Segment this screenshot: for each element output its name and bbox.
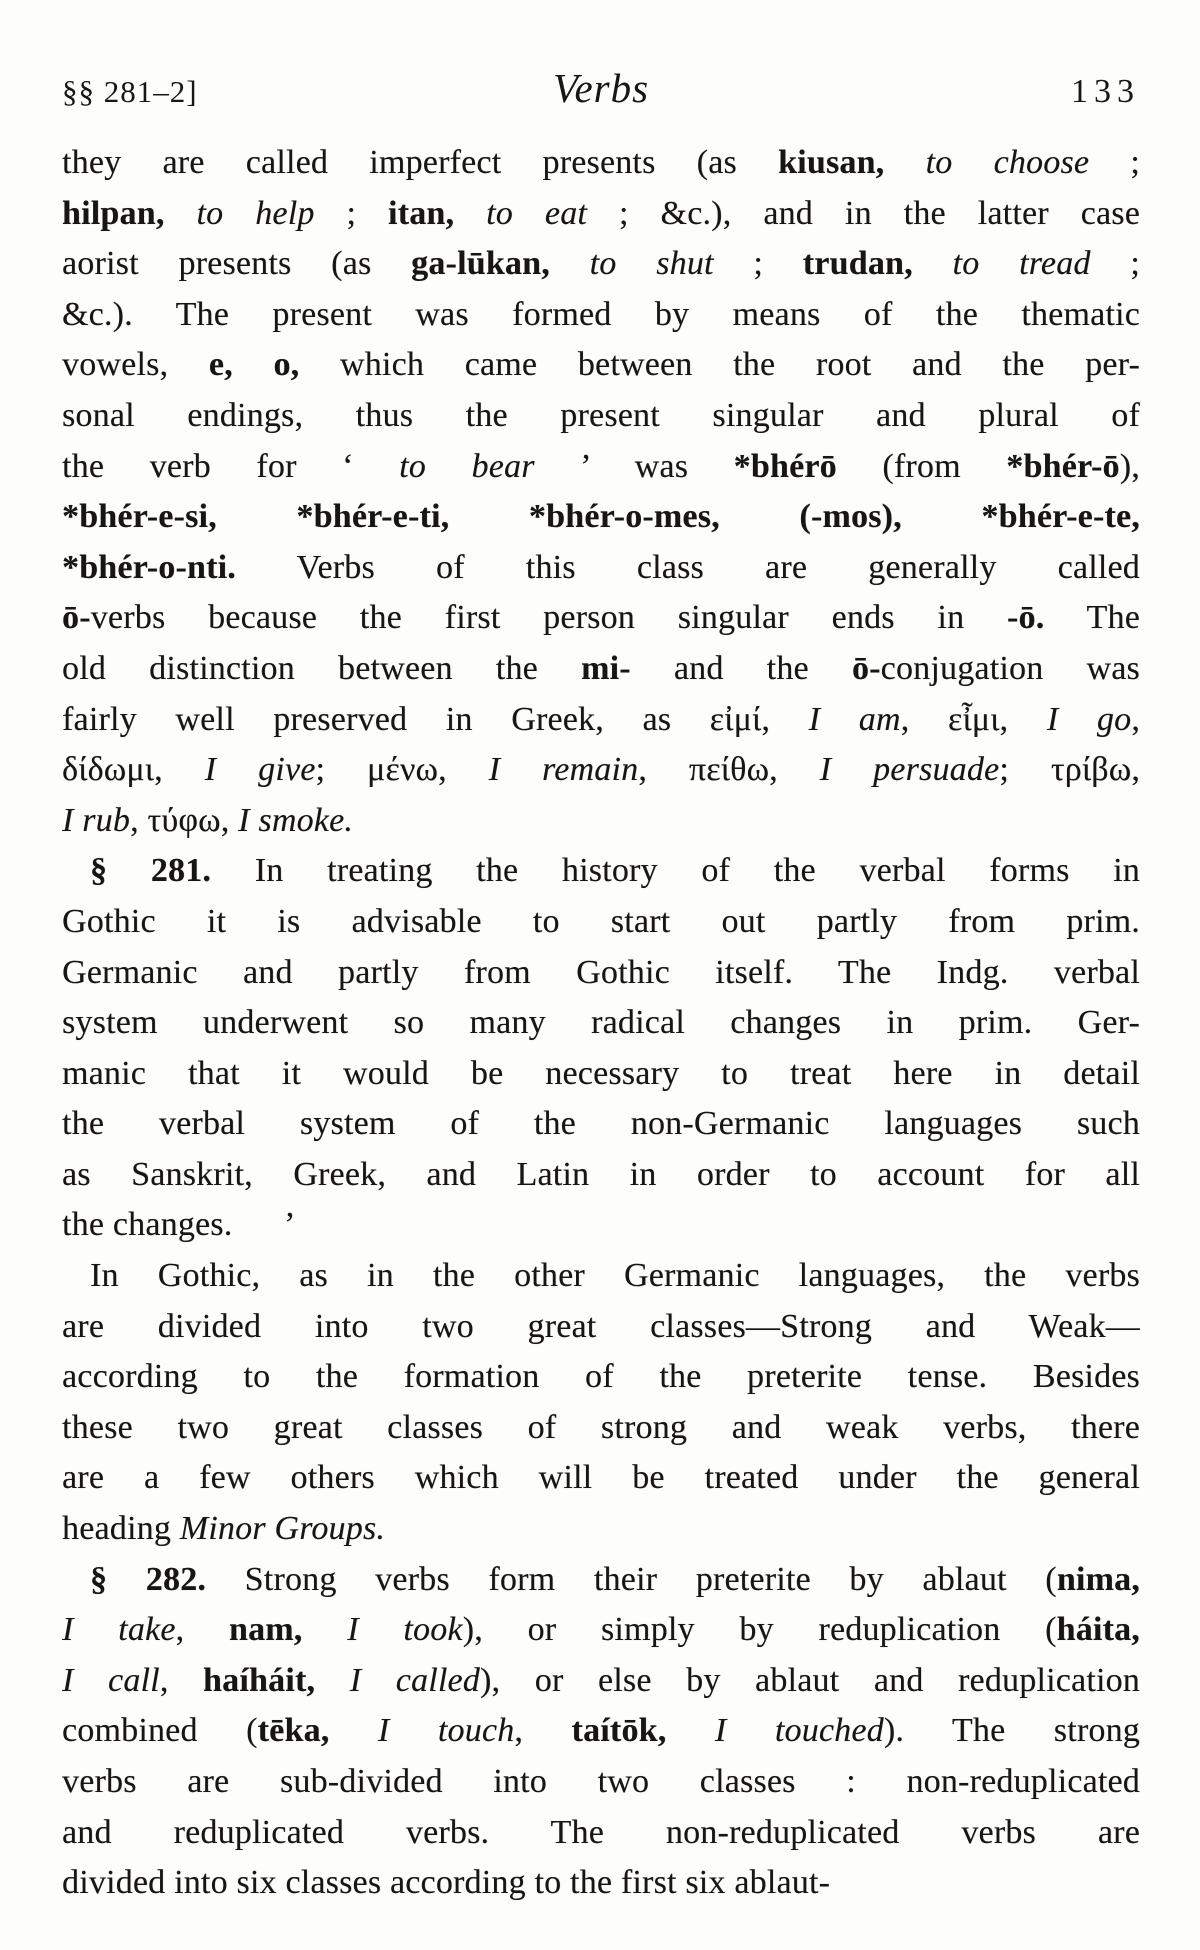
text-run: δίδωμι, — [62, 751, 205, 789]
text-run — [666, 1712, 714, 1749]
text-line — [62, 1099, 1140, 1150]
text-run: I touch — [377, 1712, 515, 1750]
text-run: ). The strong — [883, 1712, 1140, 1750]
text-run: *bhér-ō — [1006, 447, 1120, 485]
text-line — [62, 1403, 1140, 1454]
text-run: to eat — [486, 194, 588, 232]
text-run: I call — [62, 1661, 160, 1699]
text-run: I touched — [714, 1712, 884, 1750]
text-run: I rub — [62, 801, 131, 839]
text-run: which came between the root and the per- — [299, 346, 1140, 384]
text-line — [62, 391, 1140, 442]
text-run: divided into six classes according to the first six ablaut- — [62, 1864, 831, 1902]
text-run: aorist presents (as — [62, 245, 412, 283]
text-run: according to the formation of the preterite tense. Besides — [62, 1358, 1140, 1396]
text-run: ō- — [62, 599, 91, 637]
text-run: , — [175, 1611, 229, 1649]
text-run: ’ was — [534, 447, 734, 485]
page-title: Verbs — [552, 65, 650, 111]
text-run — [329, 1712, 377, 1749]
text-run: verbs are sub-divided into two classes : non-reduplicated — [62, 1763, 1140, 1800]
text-line — [62, 897, 1140, 948]
text-run: ), — [1119, 447, 1140, 485]
text-run: , τύφω, — [130, 801, 239, 839]
text-line — [62, 290, 1140, 341]
text-run: , — [159, 1661, 204, 1699]
text-run: I take — [62, 1611, 176, 1649]
text-line — [62, 138, 1140, 189]
text-run: and reduplicated verbs. The non-reduplicated verbs are — [62, 1813, 1140, 1851]
text-run: I remain — [488, 751, 639, 789]
text-run: *bhér-o-nti. — [62, 548, 236, 586]
paragraph — [62, 138, 1140, 846]
text-line — [62, 695, 1140, 746]
text-run: these two great classes of strong and weak verbs, there — [62, 1408, 1140, 1446]
text-run: trudan, — [802, 245, 913, 283]
text-run: háita, — [1056, 1611, 1140, 1649]
text-run: ga-lūkan, — [411, 245, 550, 283]
text-run: haíháit, — [203, 1661, 316, 1699]
text-run: old distinction between the — [62, 649, 582, 687]
text-run: § 281. — [90, 852, 212, 890]
text-run: ; &c.), and in the latter case — [587, 194, 1140, 232]
text-run — [550, 245, 590, 282]
text-run: and the — [630, 649, 852, 687]
text-run: , εἶμι, — [900, 700, 1047, 738]
text-run: I persuade — [819, 751, 1000, 789]
text-run: ō- — [851, 649, 881, 687]
text-run: sonal endings, thus the present singular and plural of — [62, 396, 1140, 434]
text-run: I give — [204, 751, 316, 789]
text-run: they are called imperfect presents (as — [62, 144, 779, 181]
text-run: Minor Groups. — [179, 1510, 386, 1548]
text-line — [62, 189, 1140, 240]
text-run: , πείθω, — [638, 751, 820, 789]
text-run: to choose — [925, 144, 1090, 181]
text-run: (from — [836, 447, 1007, 485]
text-run: tēka, — [257, 1712, 330, 1750]
text-line — [62, 1656, 1140, 1707]
text-line — [62, 644, 1140, 695]
text-run: ; τρίβω, — [999, 751, 1140, 789]
text-line — [62, 1808, 1140, 1859]
text-run: the changes. ’ — [62, 1206, 296, 1244]
text-run: *bhér-e-si, *bhér-e-ti, *bhér-o-mes, (-mos), *bhér-e-te, — [62, 498, 1140, 536]
text-run: ; — [713, 245, 803, 283]
text-line — [62, 1302, 1140, 1353]
text-line — [62, 1757, 1140, 1808]
text-run: to bear — [399, 447, 535, 485]
text-line — [62, 1858, 1140, 1909]
text-line — [62, 1352, 1140, 1403]
text-run: -ō. — [1006, 599, 1045, 637]
page-body — [62, 138, 1140, 1909]
text-run: as Sanskrit, Greek, and Latin in order to account for all — [62, 1155, 1140, 1193]
text-run: manic that it would be necessary to treat here in detail — [62, 1054, 1140, 1092]
text-run: , — [1131, 700, 1140, 738]
text-run: The — [1044, 599, 1140, 637]
text-run: § 282. — [90, 1560, 207, 1598]
text-run — [315, 1662, 350, 1699]
section-reference: §§ 281–2] — [62, 74, 198, 109]
text-run: combined ( — [62, 1712, 258, 1750]
text-run: In Gothic, as in the other Germanic languages, the verbs — [90, 1257, 1140, 1295]
text-line — [62, 846, 1140, 897]
text-run: , — [514, 1712, 572, 1750]
text-line — [62, 1605, 1140, 1656]
text-line — [62, 1200, 1140, 1251]
text-line — [62, 1049, 1140, 1100]
text-run: *bhérō — [733, 447, 837, 485]
text-run: the verbal system of the non-Germanic languages such — [62, 1105, 1140, 1143]
text-run: are divided into two great classes—Strong and Weak— — [62, 1307, 1140, 1345]
text-run: mi- — [581, 649, 631, 687]
text-run — [884, 144, 925, 181]
text-run: I took — [347, 1611, 463, 1649]
text-line — [62, 998, 1140, 1049]
text-run: nam, — [228, 1611, 303, 1649]
paragraph — [62, 846, 1140, 1251]
text-line — [62, 1150, 1140, 1201]
text-run: to shut — [589, 245, 714, 283]
text-run: ), or else by ablaut and reduplication — [480, 1661, 1140, 1699]
text-run: system underwent so many radical changes in prim. Ger- — [62, 1004, 1140, 1042]
text-run: ; μένω, — [315, 751, 489, 789]
text-run: are a few others which will be treated under the general — [62, 1459, 1140, 1497]
text-run: I am — [808, 700, 901, 738]
text-run: verbs because the first person singular ends in — [90, 599, 1007, 637]
text-line — [62, 340, 1140, 391]
text-run: conjugation was — [880, 649, 1140, 687]
text-run: ; — [314, 194, 389, 232]
text-run: ; — [1089, 144, 1140, 181]
text-line — [62, 796, 1140, 847]
text-run: heading — [62, 1510, 180, 1548]
text-line — [62, 442, 1140, 493]
text-line — [62, 1504, 1140, 1555]
text-run: I smoke. — [238, 801, 354, 839]
paragraph — [62, 1251, 1140, 1555]
text-line — [62, 543, 1140, 594]
text-run: Germanic and partly from Gothic itself. The Indg. verbal — [62, 953, 1140, 991]
text-run: Verbs of this class are generally called — [235, 548, 1140, 586]
text-run: to tread — [952, 245, 1091, 283]
text-run — [303, 1611, 348, 1648]
page-number: 133 — [1071, 73, 1140, 110]
running-head — [62, 64, 1140, 112]
text-run: &c.). The present was formed by means of the thematic — [62, 295, 1140, 333]
text-run: fairly well preserved in Greek, as εἰμί, — [62, 700, 809, 738]
text-line — [62, 948, 1140, 999]
text-run: the verb for ‘ — [62, 447, 400, 485]
text-run: I go — [1046, 700, 1132, 738]
text-run: Strong verbs form their preterite by ablaut ( — [206, 1560, 1057, 1598]
text-line — [62, 1555, 1140, 1606]
text-line — [62, 745, 1140, 796]
text-run — [165, 195, 197, 232]
text-run: kiusan, — [778, 144, 885, 181]
text-line — [62, 239, 1140, 290]
text-run: ; — [1090, 245, 1140, 283]
text-run — [913, 245, 953, 282]
text-line — [62, 1453, 1140, 1504]
text-run: taítōk, — [571, 1712, 667, 1750]
text-run: e, o, — [208, 346, 300, 384]
text-run: vowels, — [62, 346, 209, 384]
paragraph — [62, 1555, 1140, 1909]
text-run: to help — [196, 194, 315, 232]
text-line — [62, 492, 1140, 543]
text-run: Gothic it is advisable to start out partly from prim. — [62, 902, 1140, 940]
text-run: hilpan, — [62, 194, 165, 232]
text-run: In treating the history of the verbal forms in — [211, 852, 1140, 890]
text-line — [62, 1251, 1140, 1302]
text-line — [62, 1706, 1140, 1757]
text-run: nima, — [1056, 1560, 1140, 1598]
text-line — [62, 593, 1140, 644]
text-run: I called — [349, 1661, 481, 1699]
text-run — [454, 195, 486, 232]
text-run: itan, — [388, 194, 455, 232]
text-run: ), or simply by reduplication ( — [462, 1611, 1057, 1649]
